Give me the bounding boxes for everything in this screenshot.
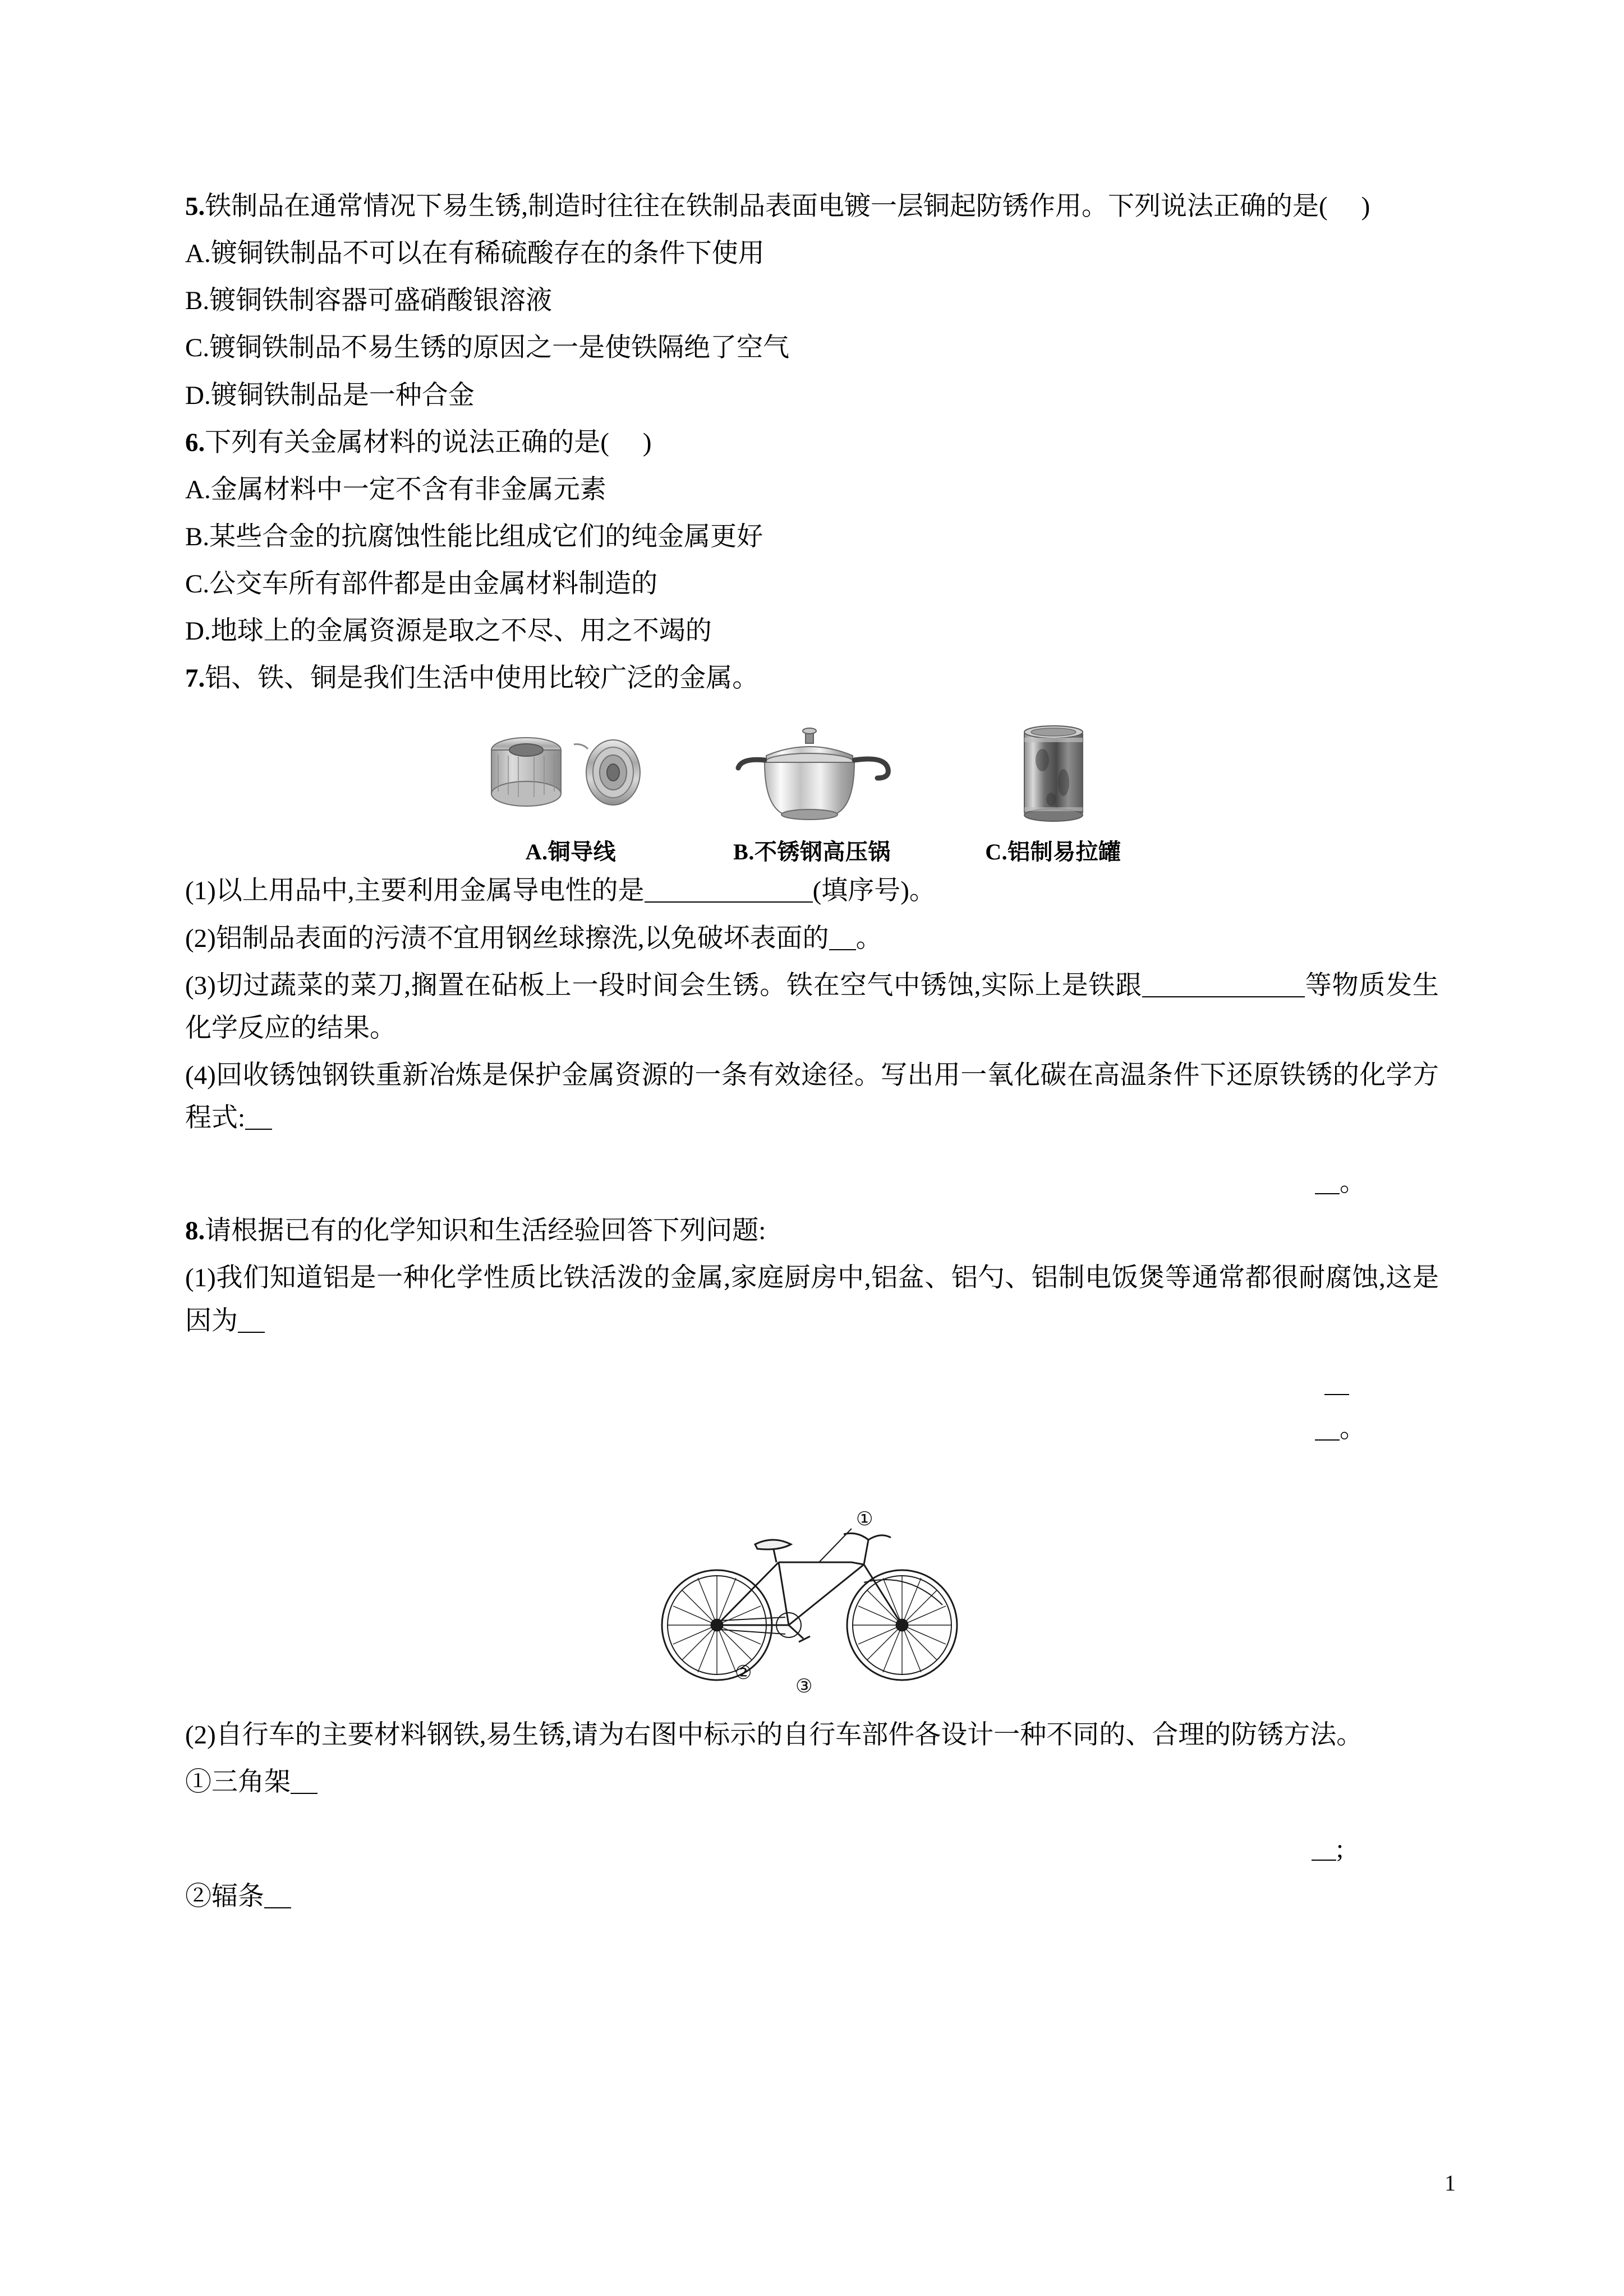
item-text: 三角架 xyxy=(211,1768,291,1797)
question-5-option-d: D.镀铜铁制品是一种合金 xyxy=(185,380,475,410)
question-5-option-c: C.镀铜铁制品不易生锈的原因之一是使铁隔绝了空气 xyxy=(185,333,790,363)
sub-label: (2) xyxy=(185,923,216,953)
question-6-number: 6. xyxy=(185,427,205,457)
question-5-number: 5. xyxy=(185,192,205,221)
answer-blank[interactable] xyxy=(829,949,856,950)
question-6-option-d: D.地球上的金属资源是取之不尽、用之不竭的 xyxy=(185,616,712,646)
sub-label: (1) xyxy=(185,876,216,906)
question-8-sub-2 xyxy=(185,1714,1439,1756)
document-content xyxy=(185,185,1439,1922)
answer-blank[interactable] xyxy=(291,1793,318,1794)
item-text: 辐条 xyxy=(211,1881,264,1911)
sub-text: 铝制品表面的污渍不宜用钢丝球擦洗,以免破坏表面的 xyxy=(215,923,829,953)
answer-blank-continuation[interactable] xyxy=(1315,1439,1340,1441)
question-7-figure-row xyxy=(185,715,1439,866)
question-8-stem xyxy=(185,1209,1439,1252)
question-5-stem-tail: ) xyxy=(1361,192,1370,221)
answer-blank[interactable] xyxy=(245,1129,272,1130)
sub-text-after: 。 xyxy=(855,923,882,953)
answer-blank-continuation[interactable] xyxy=(1315,1193,1340,1194)
sub-label: (2) xyxy=(185,1720,216,1750)
question-8-trailing-blank-1 xyxy=(185,1363,1439,1405)
figure-item-a xyxy=(470,715,672,866)
figure-item-b xyxy=(711,715,913,866)
trailing-semicolon: ; xyxy=(1336,1834,1344,1864)
figure-caption-c: C.铝制易拉罐 xyxy=(985,839,1121,865)
question-5-option-b: B.镀铜铁制容器可盛硝酸银溶液 xyxy=(185,286,553,316)
question-6-option-c: C.公交车所有部件都是由金属材料制造的 xyxy=(185,569,658,599)
question-7-sub-3 xyxy=(185,964,1439,1050)
copper-wire-image xyxy=(476,715,666,827)
page-number: 1 xyxy=(1444,2170,1456,2196)
bicycle-diagram-image xyxy=(610,1473,1014,1697)
question-8-number: 8. xyxy=(185,1216,205,1246)
sub-label: (1) xyxy=(185,1263,216,1293)
answer-blank[interactable] xyxy=(264,1907,291,1908)
question-7-trailing-blank xyxy=(185,1162,1439,1204)
figure-item-c xyxy=(953,715,1154,866)
question-7-stem xyxy=(185,657,1439,700)
stainless-steel-pressure-cooker-image xyxy=(717,715,908,827)
question-5-stem-text: 铁制品在通常情况下易生锈,制造时往往在铁制品表面电镀一层铜起防锈作用。下列说法正确的是( xyxy=(205,192,1328,221)
figure-caption-b: B.不锈钢高压锅 xyxy=(733,839,891,865)
sub-label: (4) xyxy=(185,1060,216,1090)
answer-blank[interactable] xyxy=(645,901,813,903)
sub-text-after: 等物质发生化学反应的结果。 xyxy=(185,970,1439,1043)
question-8-stem-text: 请根据已有的化学知识和生活经验回答下列问题: xyxy=(205,1216,766,1246)
sub-text: 以上用品中,主要利用金属导电性的是 xyxy=(215,876,645,906)
trailing-period: 。 xyxy=(1340,1414,1366,1443)
question-7-sub-4 xyxy=(185,1054,1439,1139)
sub-text-after: (填序号)。 xyxy=(812,876,936,906)
question-8-trailing-blank-2 xyxy=(185,1408,1439,1450)
question-7-sub-1 xyxy=(185,869,1439,912)
question-8-item-1 xyxy=(185,1761,1439,1803)
item-label: ② xyxy=(185,1881,211,1911)
question-8-item-2 xyxy=(185,1875,1439,1918)
bike-label-1: ① xyxy=(855,1509,873,1530)
answer-blank[interactable] xyxy=(1142,996,1305,997)
question-5-option-a: A.镀铜铁制品不可以在有稀硫酸存在的条件下使用 xyxy=(185,239,765,269)
bike-label-2: ② xyxy=(734,1663,752,1684)
aluminium-can-image xyxy=(958,715,1149,827)
question-7-stem-text: 铝、铁、铜是我们生活中使用比较广泛的金属。 xyxy=(205,664,759,693)
question-6-option-b: B.某些合金的抗腐蚀性能比组成它们的纯金属更好 xyxy=(185,522,763,551)
question-8-item-1-trailing xyxy=(185,1828,1439,1870)
question-6-stem xyxy=(185,421,1439,464)
question-7-number: 7. xyxy=(185,664,205,693)
question-8-sub-1 xyxy=(185,1257,1439,1342)
question-5-stem xyxy=(185,185,1439,228)
sub-text: 自行车的主要材料钢铁,易生锈,请为右图中标示的自行车部件各设计一种不同的、合理的防锈方法。 xyxy=(215,1720,1363,1750)
question-7-sub-2 xyxy=(185,917,1439,960)
question-8-figure xyxy=(185,1473,1439,1697)
bike-label-3: ③ xyxy=(795,1676,812,1697)
item-label: ① xyxy=(185,1768,211,1797)
answer-blank-continuation[interactable] xyxy=(1312,1860,1336,1861)
question-6-option-a: A.金属材料中一定不含有非金属元素 xyxy=(185,475,606,504)
sub-label: (3) xyxy=(185,970,216,1000)
question-6-stem-text: 下列有关金属材料的说法正确的是( xyxy=(205,427,609,457)
sub-text: 切过蔬菜的菜刀,搁置在砧板上一段时间会生锈。铁在空气中锈蚀,实际上是铁跟 xyxy=(215,970,1142,1000)
sub-text: 我们知道铝是一种化学性质比铁活泼的金属,家庭厨房中,铝盆、铝勺、铝制电饭煲等通常都很耐腐蚀,这是因为 xyxy=(185,1263,1439,1336)
question-6-stem-tail: ) xyxy=(642,427,652,457)
figure-caption-a: A.铜导线 xyxy=(525,839,617,865)
answer-blank[interactable] xyxy=(238,1332,265,1333)
trailing-period: 。 xyxy=(1340,1168,1366,1198)
answer-blank-continuation[interactable] xyxy=(1324,1394,1349,1395)
sub-text: 回收锈蚀钢铁重新冶炼是保护金属资源的一条有效途径。写出用一氧化碳在高温条件下还原铁锈的化学方程式: xyxy=(185,1060,1439,1133)
